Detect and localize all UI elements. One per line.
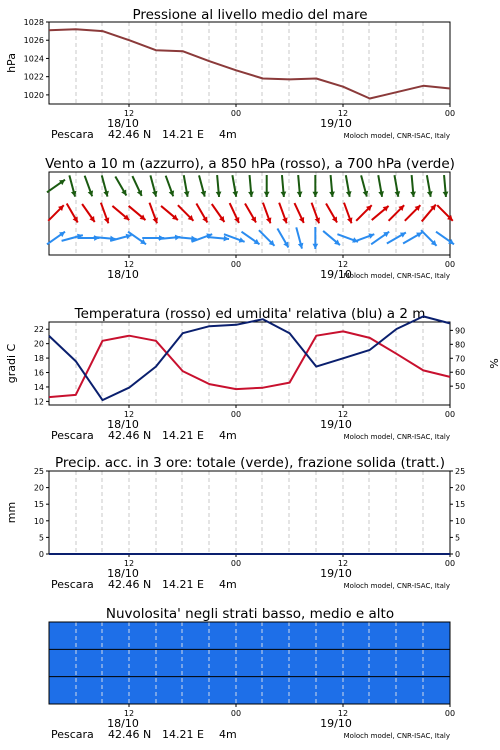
x-tick-label: 00 (444, 109, 456, 118)
precip-y-right-tick-label: 5 (455, 533, 461, 543)
wind-arrow-850hPa (422, 205, 436, 222)
pressure-y-tick-label: 1020 (23, 90, 44, 100)
wind-arrow-700hPa (394, 175, 400, 197)
x-tick-label: 12 (337, 260, 349, 269)
wind-arrow-10m (47, 232, 65, 245)
precip-y-tick-label: 10 (33, 516, 44, 526)
x-tick-label: 12 (123, 559, 135, 568)
wind-arrow-850hPa (245, 203, 256, 222)
wind-arrow-850hPa (67, 203, 78, 222)
date-label: 18/10 (107, 418, 139, 431)
wind-arrow-850hPa (129, 206, 146, 220)
x-tick-label: 00 (230, 709, 242, 718)
wind-arrow-700hPa (115, 176, 126, 195)
wind-arrow-700hPa (199, 175, 206, 196)
wind-arrow-850hPa (344, 203, 352, 224)
station-lat: 42.46 N (108, 728, 152, 741)
wind-arrow-head (281, 191, 287, 196)
model-credit: Moloch model, CNR-ISAC, Italy (343, 433, 450, 441)
wind-arrow-700hPa (85, 176, 93, 197)
wind-arrow-850hPa (312, 203, 320, 224)
model-credit: Moloch model, CNR-ISAC, Italy (343, 732, 450, 740)
temperature-y-tick-label: 20 (33, 339, 44, 349)
wind-arrow-700hPa (281, 175, 287, 197)
x-tick-label: 00 (444, 410, 456, 419)
wind-arrow-head (312, 192, 318, 197)
station-lat: 42.46 N (108, 578, 152, 591)
precipitation-panel (5, 455, 465, 591)
date-label: 19/10 (320, 567, 352, 580)
temperature-y-tick-label: 12 (33, 397, 44, 407)
pressure-ylabel: hPa (5, 53, 18, 73)
temperature-title: Temperatura (rosso) ed umidita' relativa (blu) a 2 m (74, 306, 426, 322)
x-tick-label: 12 (337, 559, 349, 568)
temperature-y-tick-label: 16 (33, 368, 44, 378)
temperature-y-tick-label: 14 (33, 382, 44, 392)
wind-arrow-850hPa (326, 203, 337, 222)
wind-arrow-850hPa (263, 203, 271, 224)
wind-arrow-700hPa (297, 175, 303, 197)
x-tick-label: 00 (444, 260, 456, 269)
wind-arrow-700hPa (132, 176, 142, 196)
date-label: 18/10 (107, 268, 139, 281)
station-lon: 14.21 E (162, 429, 204, 442)
pressure-y-tick-label: 1026 (23, 36, 44, 46)
station-lat: 42.46 N (108, 128, 152, 141)
pressure-y-tick-label: 1024 (23, 54, 44, 64)
x-tick-label: 00 (230, 260, 242, 269)
temperature-line (49, 331, 450, 397)
model-credit: Moloch model, CNR-ISAC, Italy (343, 132, 450, 140)
wind-arrow-head (216, 191, 222, 196)
x-tick-label: 00 (230, 559, 242, 568)
wind-arrow-700hPa (427, 175, 433, 197)
wind-arrow-10m (387, 233, 406, 244)
humidity-y-tick-label: 70 (455, 354, 466, 364)
wind-title: Vento a 10 m (azzurro), a 850 hPa (rosso), a 700 hPa (verde) (45, 156, 455, 172)
wind-arrow-850hPa (405, 205, 421, 221)
wind-arrow-700hPa (361, 175, 368, 196)
date-label: 19/10 (320, 717, 352, 730)
precipitation-title: Precip. acc. in 3 ore: totale (verde), frazione solida (tratt.) (55, 455, 445, 471)
wind-arrow-head (264, 192, 270, 197)
wind-arrow-700hPa (248, 175, 254, 197)
pressure-y-tick-label: 1022 (23, 72, 44, 82)
wind-arrow-850hPa (101, 203, 109, 224)
x-tick-label: 12 (337, 410, 349, 419)
station-elevation: 4m (219, 578, 237, 591)
wind-arrow-850hPa (230, 203, 240, 223)
wind-arrow-850hPa (82, 204, 95, 222)
wind-arrow-700hPa (47, 180, 65, 193)
cloud-fill (49, 622, 450, 704)
pressure-panel (5, 7, 455, 141)
wind-arrow-10m (259, 230, 275, 246)
wind-arrow-head (443, 191, 449, 196)
precip-y-tick-label: 25 (33, 467, 44, 476)
x-tick-label: 12 (123, 109, 135, 118)
temperature-humidity-panel (5, 306, 500, 442)
wind-arrow-850hPa (212, 204, 225, 222)
wind-arrow-10m (312, 227, 318, 249)
station-lon: 14.21 E (162, 728, 204, 741)
station-elevation: 4m (219, 728, 237, 741)
date-label: 18/10 (107, 717, 139, 730)
wind-arrow-850hPa (372, 206, 389, 220)
wind-arrow-10m (207, 236, 229, 242)
wind-arrow-head (248, 191, 254, 196)
x-tick-label: 00 (230, 410, 242, 419)
station-name: Pescara (51, 728, 94, 741)
wind-arrow-10m (323, 231, 340, 245)
date-label: 19/10 (320, 117, 352, 130)
humidity-y-tick-label: 80 (455, 340, 466, 350)
x-tick-label: 12 (123, 709, 135, 718)
wind-arrow-700hPa (184, 175, 190, 197)
wind-arrow-10m (403, 233, 422, 244)
precipitation-ylabel: mm (5, 501, 18, 524)
cloud-cover-panel (49, 606, 455, 741)
x-tick-label: 12 (123, 410, 135, 419)
x-tick-label: 12 (337, 109, 349, 118)
date-label: 18/10 (107, 567, 139, 580)
wind-arrow-850hPa (356, 205, 372, 221)
wind-arrow-700hPa (69, 175, 76, 196)
x-tick-label: 00 (230, 109, 242, 118)
plot-frame (49, 471, 450, 554)
cloud-title: Nuvolosita' negli strati basso, medio e alto (105, 606, 395, 622)
precip-y-tick-label: 15 (33, 500, 44, 510)
model-credit: Moloch model, CNR-ISAC, Italy (343, 582, 450, 590)
precip-y-tick-label: 20 (33, 483, 44, 493)
station-lon: 14.21 E (162, 128, 204, 141)
wind-arrow-700hPa (264, 175, 270, 197)
precip-y-tick-label: 0 (38, 550, 44, 559)
humidity-y-tick-label: 60 (455, 368, 466, 378)
x-tick-label: 00 (444, 559, 456, 568)
wind-arrow-850hPa (279, 203, 287, 224)
pressure-y-tick-label: 1028 (23, 18, 44, 27)
station-lat: 42.46 N (108, 429, 152, 442)
station-name: Pescara (51, 429, 94, 442)
station-elevation: 4m (219, 128, 237, 141)
wind-arrow-700hPa (166, 176, 174, 197)
wind-panel (45, 156, 455, 281)
wind-arrow-700hPa (329, 175, 335, 197)
wind-arrow-700hPa (346, 175, 352, 197)
precip-y-right-tick-label: 20 (455, 483, 466, 493)
pressure-line (49, 29, 450, 98)
date-label: 18/10 (107, 117, 139, 130)
x-tick-label: 12 (123, 260, 135, 269)
wind-arrow-700hPa (410, 175, 416, 197)
wind-arrow-10m (110, 234, 131, 241)
wind-arrow-10m (277, 228, 288, 247)
station-elevation: 4m (219, 429, 237, 442)
temperature-y-tick-label: 22 (33, 325, 44, 335)
station-name: Pescara (51, 128, 94, 141)
wind-arrow-head (297, 191, 303, 196)
wind-arrow-850hPa (294, 203, 304, 223)
temperature-y-tick-label: 18 (33, 354, 44, 364)
wind-arrow-850hPa (178, 205, 194, 221)
wind-arrow-head (410, 191, 416, 196)
humidity-ylabel: % (487, 358, 500, 369)
wind-arrow-head (312, 244, 318, 249)
wind-arrow-700hPa (378, 175, 384, 197)
humidity-y-tick-label: 90 (455, 326, 466, 336)
wind-arrow-850hPa (112, 206, 129, 220)
wind-arrow-850hPa (161, 206, 178, 220)
wind-arrow-10m (354, 233, 375, 241)
wind-arrow-10m (436, 232, 454, 245)
wind-arrow-700hPa (216, 175, 222, 197)
precip-y-right-tick-label: 10 (455, 516, 466, 526)
wind-arrow-850hPa (149, 203, 157, 224)
station-name: Pescara (51, 578, 94, 591)
date-label: 19/10 (320, 418, 352, 431)
wind-arrow-head (329, 191, 335, 196)
temperature-ylabel: gradi C (5, 343, 18, 384)
wind-arrow-850hPa (48, 205, 64, 221)
wind-arrow-10m (296, 227, 303, 248)
wind-arrow-700hPa (102, 175, 109, 196)
station-lon: 14.21 E (162, 578, 204, 591)
x-tick-label: 12 (337, 709, 349, 718)
date-label: 19/10 (320, 268, 352, 281)
wind-arrow-700hPa (312, 175, 318, 197)
wind-arrow-850hPa (196, 203, 207, 222)
precip-y-right-tick-label: 25 (455, 467, 466, 476)
wind-arrow-700hPa (443, 175, 449, 197)
model-credit: Moloch model, CNR-ISAC, Italy (343, 272, 450, 280)
humidity-y-tick-label: 50 (455, 382, 466, 392)
precip-y-tick-label: 5 (38, 533, 44, 543)
precip-y-right-tick-label: 15 (455, 500, 466, 510)
pressure-title: Pressione al livello medio del mare (132, 7, 368, 23)
x-tick-label: 00 (444, 709, 456, 718)
wind-arrow-700hPa (232, 175, 238, 197)
precip-y-right-tick-label: 0 (455, 550, 461, 559)
